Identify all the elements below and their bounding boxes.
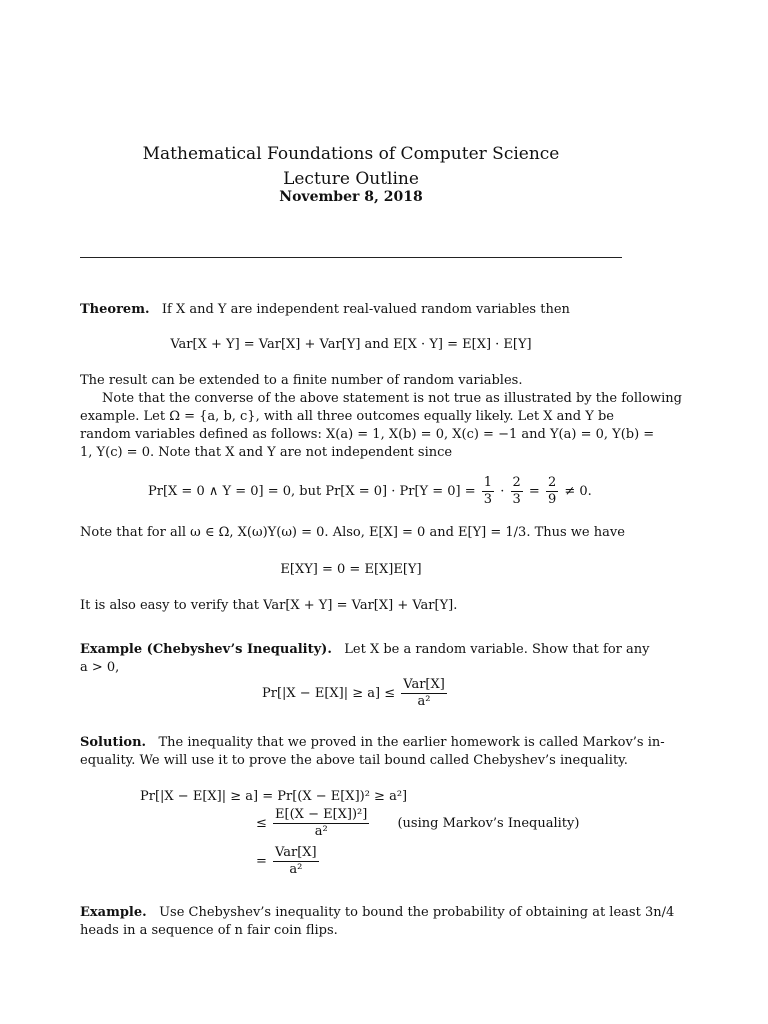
markov-note: (using Markov’s Inequality) xyxy=(397,816,580,831)
header-divider xyxy=(80,257,622,258)
fraction-two-ninths xyxy=(546,475,558,508)
paragraph-converse-line-1: Note that the converse of the above statement is not true as illustrated by the following xyxy=(102,391,682,406)
example-chebyshev-text: Let X be a random variable. Show that for any xyxy=(344,642,650,657)
paragraph-converse-line-3: random variables defined as follows: X(a) = 1, X(b) = 0, X(c) = −1 and Y(a) = 0, Y(b) = xyxy=(80,427,655,442)
equation-not-independent-left: Pr[X = 0 ∧ Y = 0] = 0, but Pr[X = 0] · Pr[Y = 0] = xyxy=(148,484,476,499)
derivation-row-1: Pr[|X − E[X]| ≥ a] = Pr[(X − E[X])² ≥ a²] xyxy=(140,789,408,804)
page-title: Mathematical Foundations of Computer Science xyxy=(142,144,560,164)
fraction-denominator: 3 xyxy=(512,492,521,507)
derivation-row-2 xyxy=(256,806,579,842)
chebyshev-left-side: Pr[|X − E[X]| ≥ a] ≤ xyxy=(262,686,396,701)
paragraph-verify-variance: It is also easy to verify that Var[X + Y] = Var[X] + Var[Y]. xyxy=(80,598,458,613)
solution-label: Solution. xyxy=(80,735,147,750)
page-subtitle: Lecture Outline xyxy=(283,169,419,189)
fraction-numerator: E[(X − E[X])²] xyxy=(275,807,368,822)
fraction-numerator: Var[X] xyxy=(403,677,445,692)
equals-sign: = xyxy=(528,484,540,499)
solution-text: The inequality that we proved in the earlier homework is called Markov’s in- xyxy=(158,735,665,750)
fraction-numerator: 1 xyxy=(483,475,493,490)
fraction-numerator: 2 xyxy=(512,475,521,490)
fraction-numerator: 2 xyxy=(547,475,557,490)
paragraph-finite-extension: The result can be extended to a finite number of random variables. xyxy=(80,373,523,388)
equation-exy: E[XY] = 0 = E[X]E[Y] xyxy=(280,562,422,577)
fraction-denominator: a² xyxy=(289,862,303,877)
example-coin-label: Example. xyxy=(80,905,147,920)
markov-fraction xyxy=(273,807,369,840)
theorem-equation: Var[X + Y] = Var[X] + Var[Y] and E[X · Y] = E[X] · E[Y] xyxy=(170,337,532,352)
paragraph-converse-line-2: example. Let Ω = {a, b, c}, with all three outcomes equally likely. Let X and Y be xyxy=(80,409,614,424)
fraction-one-third xyxy=(482,475,494,508)
example-chebyshev-line-1 xyxy=(80,641,650,659)
equals-sign: = xyxy=(256,854,267,869)
paragraph-converse-line-4: 1, Y(c) = 0. Note that X and Y are not independent since xyxy=(80,445,453,460)
theorem-label: Theorem. xyxy=(80,302,150,317)
example-coin-line-1 xyxy=(80,904,674,922)
chebyshev-fraction xyxy=(401,677,447,710)
chebyshev-inequality-equation xyxy=(262,676,449,712)
fraction-denominator: 9 xyxy=(547,492,557,507)
equation-not-independent-right: ≠ 0. xyxy=(564,484,592,499)
example-chebyshev-line-2: a > 0, xyxy=(80,660,120,675)
theorem-paragraph xyxy=(80,301,622,319)
paragraph-product-zero: Note that for all ω ∈ Ω, X(ω)Y(ω) = 0. Also, E[X] = 0 and E[Y] = 1/3. Thus we have xyxy=(80,525,625,540)
fraction-denominator: a² xyxy=(417,694,431,709)
multiply-dot: · xyxy=(500,484,505,499)
theorem-text: If X and Y are independent real-valued random variables then xyxy=(161,302,570,317)
fraction-denominator: 3 xyxy=(483,492,493,507)
page-date: November 8, 2018 xyxy=(279,189,423,205)
fraction-numerator: Var[X] xyxy=(275,845,317,860)
example-coin-line-2: heads in a sequence of n fair coin flips. xyxy=(80,923,338,938)
variance-fraction xyxy=(273,845,319,878)
fraction-two-thirds xyxy=(511,475,523,508)
leq-sign: ≤ xyxy=(256,816,267,831)
fraction-denominator: a² xyxy=(314,824,328,839)
example-coin-text: Use Chebyshev’s inequality to bound the probability of obtaining at least 3n/4 xyxy=(159,905,675,920)
equation-not-independent xyxy=(148,474,592,510)
solution-line-1 xyxy=(80,734,665,752)
derivation-row-3 xyxy=(256,844,321,880)
solution-line-2: equality. We will use it to prove the above tail bound called Chebyshev’s inequality. xyxy=(80,753,628,768)
example-chebyshev-label: Example (Chebyshev’s Inequality). xyxy=(80,642,332,657)
